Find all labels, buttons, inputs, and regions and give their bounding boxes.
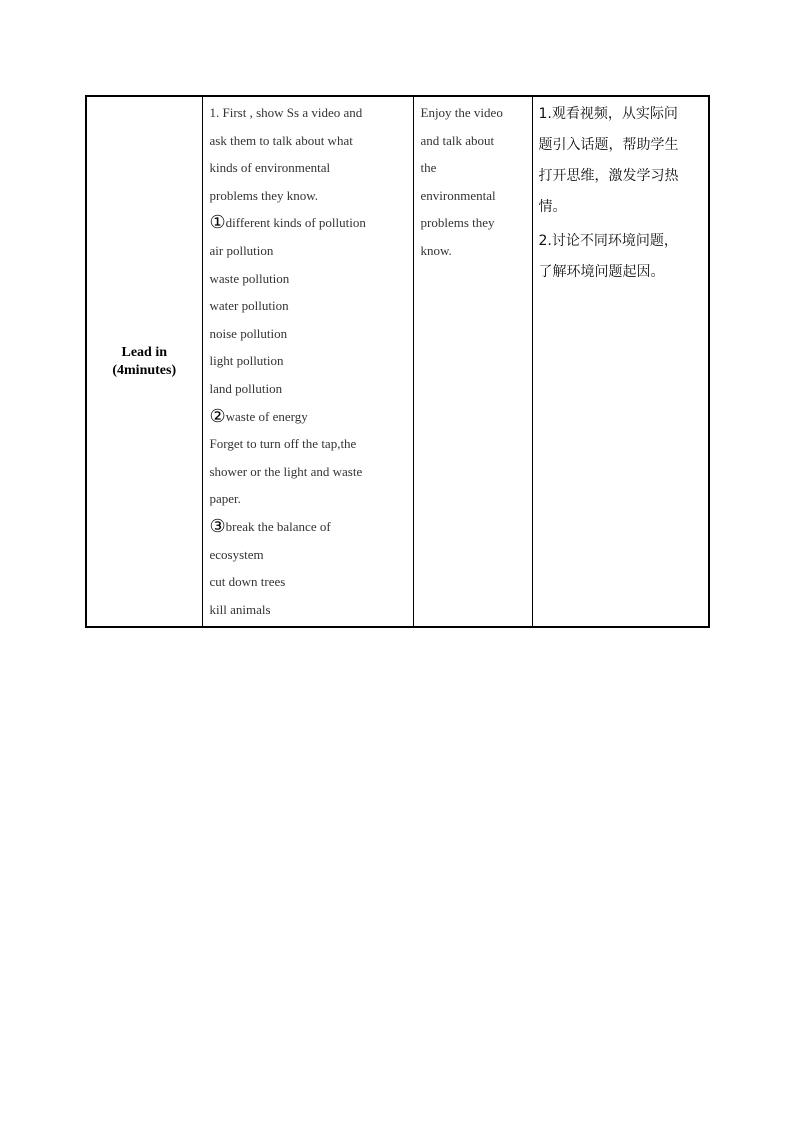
teacher-line: noise pollution (209, 325, 288, 341)
teacher-line: kill animals (209, 601, 271, 617)
teacher-line: air pollution (209, 242, 274, 258)
intent-line: 1.观看视频，从实际问 (538, 106, 678, 122)
student-line: environmental (420, 187, 496, 203)
teacher-line: light pollution (209, 353, 284, 369)
teacher-line: kinds of environmental (209, 160, 331, 176)
list-item (210, 403, 407, 431)
intent-line: 2.讨论不同环境问题， (538, 233, 678, 249)
stage-cell (86, 96, 202, 627)
teacher-line: cut down trees (209, 574, 286, 590)
circled-two-marker: ② (209, 405, 226, 426)
teacher-line: problems they know. (209, 187, 319, 203)
teacher-line: Forget to turn off the tap,the (209, 436, 357, 452)
teacher-line: different kinds of pollution (225, 215, 366, 231)
student-activity-cell (413, 96, 532, 627)
intent-line: 情。 (538, 199, 567, 215)
lesson-plan-table (85, 95, 710, 628)
teacher-line: paper. (209, 491, 241, 507)
teacher-line: break the balance of (225, 518, 331, 534)
teacher-line: waste of energy (225, 408, 308, 424)
student-line: problems they (420, 215, 495, 231)
teacher-line: waste pollution (209, 270, 290, 286)
stage-title: Lead in (121, 344, 167, 360)
circled-three-marker: ③ (209, 515, 226, 536)
teacher-line: ask them to talk about what (209, 132, 353, 148)
teacher-line: ecosystem (209, 546, 264, 562)
intent-line: 了解环境问题起因。 (538, 264, 665, 280)
teacher-activity-cell (202, 96, 413, 627)
intent-line: 打开思维，激发学习热 (538, 168, 679, 184)
stage-duration: (4minutes) (112, 362, 177, 378)
student-line: Enjoy the video (420, 105, 503, 120)
teacher-line: water pollution (209, 298, 289, 314)
list-item (210, 209, 407, 237)
intent-line: 题引入话题，帮助学生 (538, 137, 679, 153)
circled-one-marker: ① (209, 212, 226, 233)
teacher-line: shower or the light and waste (209, 463, 363, 479)
student-line: know. (420, 242, 452, 258)
student-line: the (420, 160, 437, 176)
teacher-line: 1. First , show Ss a video and (209, 105, 363, 120)
design-intent-cell (532, 96, 709, 627)
table-row (86, 96, 709, 627)
teacher-line: land pollution (209, 380, 283, 396)
student-line: and talk about (420, 132, 495, 148)
list-item (210, 513, 407, 541)
